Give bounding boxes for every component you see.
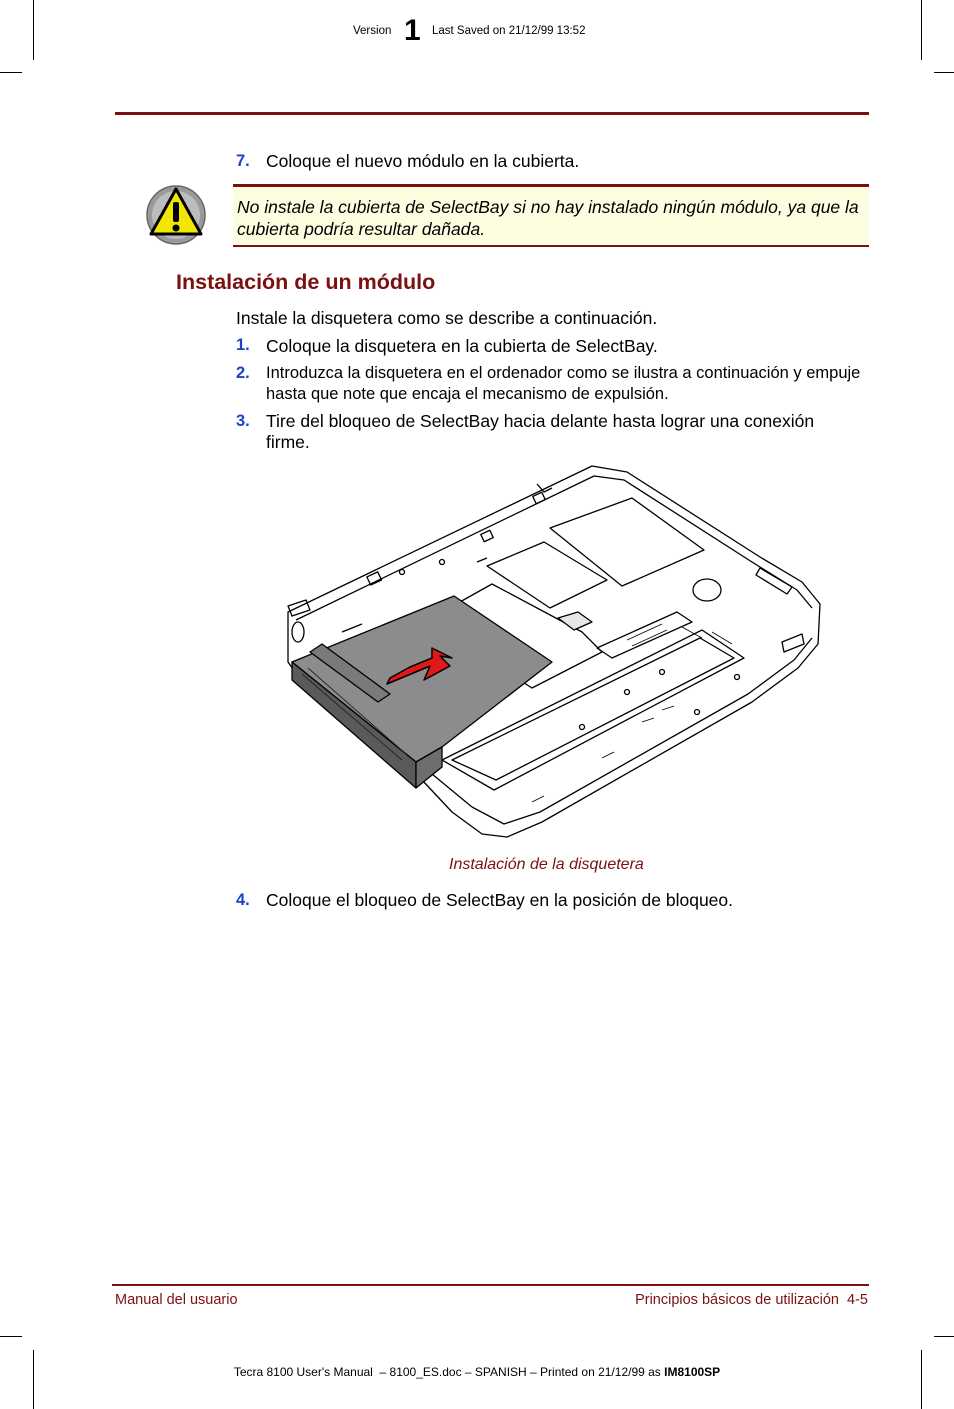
step-text: Introduzca la disquetera en el ordenador como se ilustra a continuación y empuje hasta que note que encaja el mecanismo de expulsión. [266, 364, 861, 403]
crop-mark [0, 1336, 22, 1337]
step-text: Coloque el bloqueo de SelectBay en la posición de bloqueo. [266, 890, 734, 910]
section-title: Instalación de un módulo [176, 270, 436, 294]
step-number: 3. [236, 412, 250, 430]
warning-triangle-icon [145, 184, 207, 246]
footer-left: Manual del usuario [115, 1292, 238, 1308]
section-intro: Instale la disquetera como se describe a continuación. [236, 308, 658, 328]
crop-mark [0, 72, 22, 73]
step-number: 4. [236, 891, 250, 909]
footer-right: Principios básicos de utilización 4-5 [635, 1292, 868, 1308]
version-number: 1 [404, 14, 421, 47]
crop-mark [934, 1336, 954, 1337]
crop-mark [33, 0, 34, 60]
crop-mark [921, 0, 922, 60]
top-rule [115, 112, 869, 115]
step-number: 7. [236, 152, 250, 170]
print-info-main: Tecra 8100 User's Manual – 8100_ES.doc – SPANISH – Printed on 21/12/99 as [233, 1365, 665, 1379]
print-info-code: IM8100SP [664, 1365, 721, 1379]
figure-caption: Instalación de la disquetera [449, 856, 644, 873]
print-info [0, 1365, 954, 1379]
step-number: 2. [236, 364, 250, 382]
version-label: Version [353, 25, 392, 37]
crop-mark [934, 72, 954, 73]
crop-mark [33, 1350, 34, 1409]
caution-text: No instale la cubierta de SelectBay si no hay instalado ningún módulo, ya que la cubierta podría resultar dañada. [237, 197, 859, 239]
crop-mark [921, 1350, 922, 1409]
step-text: Coloque la disquetera en la cubierta de SelectBay. [266, 336, 658, 356]
step-text: Coloque el nuevo módulo en la cubierta. [266, 151, 580, 171]
floppy-installation-illustration [282, 462, 824, 844]
last-saved: Last Saved on 21/12/99 13:52 [432, 25, 586, 37]
caution-note [233, 184, 869, 247]
step-text: Tire del bloqueo de SelectBay hacia delante hasta lograr una conexión firme. [266, 411, 815, 452]
step-number: 1. [236, 336, 250, 354]
footer-rule [112, 1284, 869, 1286]
